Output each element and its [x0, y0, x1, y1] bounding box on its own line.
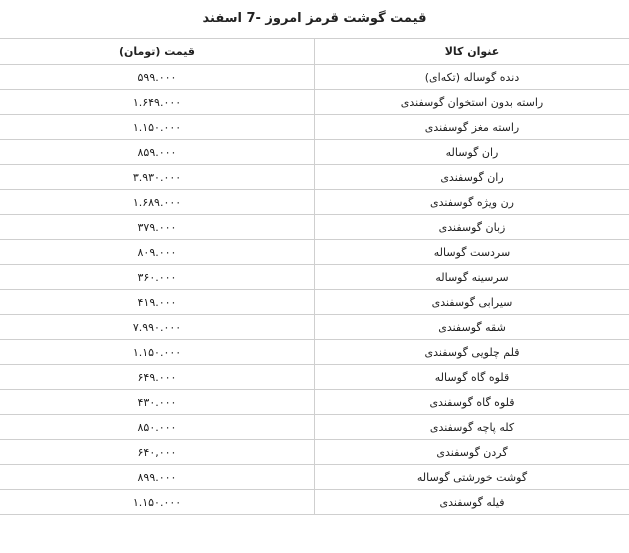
table-row — [0, 415, 629, 440]
cell-item-name: قلوه گاه گوسفندی — [315, 390, 629, 415]
table-row — [0, 390, 629, 415]
cell-item-price: ۳۷۹.۰۰۰ — [0, 215, 315, 240]
table-row — [0, 265, 629, 290]
cell-item-price: ۴۱۹.۰۰۰ — [0, 290, 315, 315]
table-row — [0, 440, 629, 465]
table-row — [0, 340, 629, 365]
cell-item-price: ۵۹۹.۰۰۰ — [0, 65, 315, 90]
cell-item-name: کله پاچه گوسفندی — [315, 415, 629, 440]
cell-item-price: ۱.۶۸۹.۰۰۰ — [0, 190, 315, 215]
cell-item-price: ۳۶۰.۰۰۰ — [0, 265, 315, 290]
cell-item-name: دنده گوساله (تکه‌ای) — [315, 65, 629, 90]
cell-item-price: ۸۵۹.۰۰۰ — [0, 140, 315, 165]
cell-item-name: گردن گوسفندی — [315, 440, 629, 465]
table-row — [0, 190, 629, 215]
cell-item-name: گوشت خورشتی گوساله — [315, 465, 629, 490]
cell-item-price: ۷.۹۹۰.۰۰۰ — [0, 315, 315, 340]
cell-item-price: ۱.۱۵۰.۰۰۰ — [0, 115, 315, 140]
table-row — [0, 140, 629, 165]
cell-item-price: ۳.۹۳۰.۰۰۰ — [0, 165, 315, 190]
cell-item-price: ۸۵۰.۰۰۰ — [0, 415, 315, 440]
table-row — [0, 165, 629, 190]
cell-item-name: قلوه گاه گوساله — [315, 365, 629, 390]
column-header-price: قیمت (تومان) — [0, 39, 315, 65]
price-table — [0, 38, 629, 515]
cell-item-name: رن ویژه گوسفندی — [315, 190, 629, 215]
cell-item-name: ران گوسفندی — [315, 165, 629, 190]
cell-item-name: ران گوساله — [315, 140, 629, 165]
cell-item-price: ۱.۱۵۰.۰۰۰ — [0, 490, 315, 515]
cell-item-name: راسته مغز گوسفندی — [315, 115, 629, 140]
cell-item-price: ۱.۱۵۰.۰۰۰ — [0, 340, 315, 365]
table-row — [0, 90, 629, 115]
table-row — [0, 290, 629, 315]
cell-item-name: قلم چلویی گوسفندی — [315, 340, 629, 365]
cell-item-name: فیله گوسفندی — [315, 490, 629, 515]
cell-item-name: زبان گوسفندی — [315, 215, 629, 240]
table-row — [0, 115, 629, 140]
table-row — [0, 240, 629, 265]
cell-item-name: سیرابی گوسفندی — [315, 290, 629, 315]
table-row — [0, 490, 629, 515]
cell-item-name: سردست گوساله — [315, 240, 629, 265]
cell-item-name: سرسینه گوساله — [315, 265, 629, 290]
cell-item-price: ۶۴۹.۰۰۰ — [0, 365, 315, 390]
cell-item-price: ۱.۶۴۹.۰۰۰ — [0, 90, 315, 115]
table-row — [0, 215, 629, 240]
table-row — [0, 65, 629, 90]
page-title: قیمت گوشت قرمز امروز -7 اسفند — [202, 11, 427, 26]
cell-item-price: ۴۳۰.۰۰۰ — [0, 390, 315, 415]
table-row — [0, 465, 629, 490]
cell-item-price: ۸۹۹.۰۰۰ — [0, 465, 315, 490]
cell-item-price: ۸۰۹.۰۰۰ — [0, 240, 315, 265]
table-header-row — [0, 39, 629, 65]
table-row — [0, 315, 629, 340]
cell-item-name: راسته بدون استخوان گوسفندی — [315, 90, 629, 115]
column-header-name: عنوان کالا — [315, 39, 629, 65]
cell-item-name: شقه گوسفندی — [315, 315, 629, 340]
cell-item-price: ۶۴۰,۰۰۰ — [0, 440, 315, 465]
table-row — [0, 365, 629, 390]
